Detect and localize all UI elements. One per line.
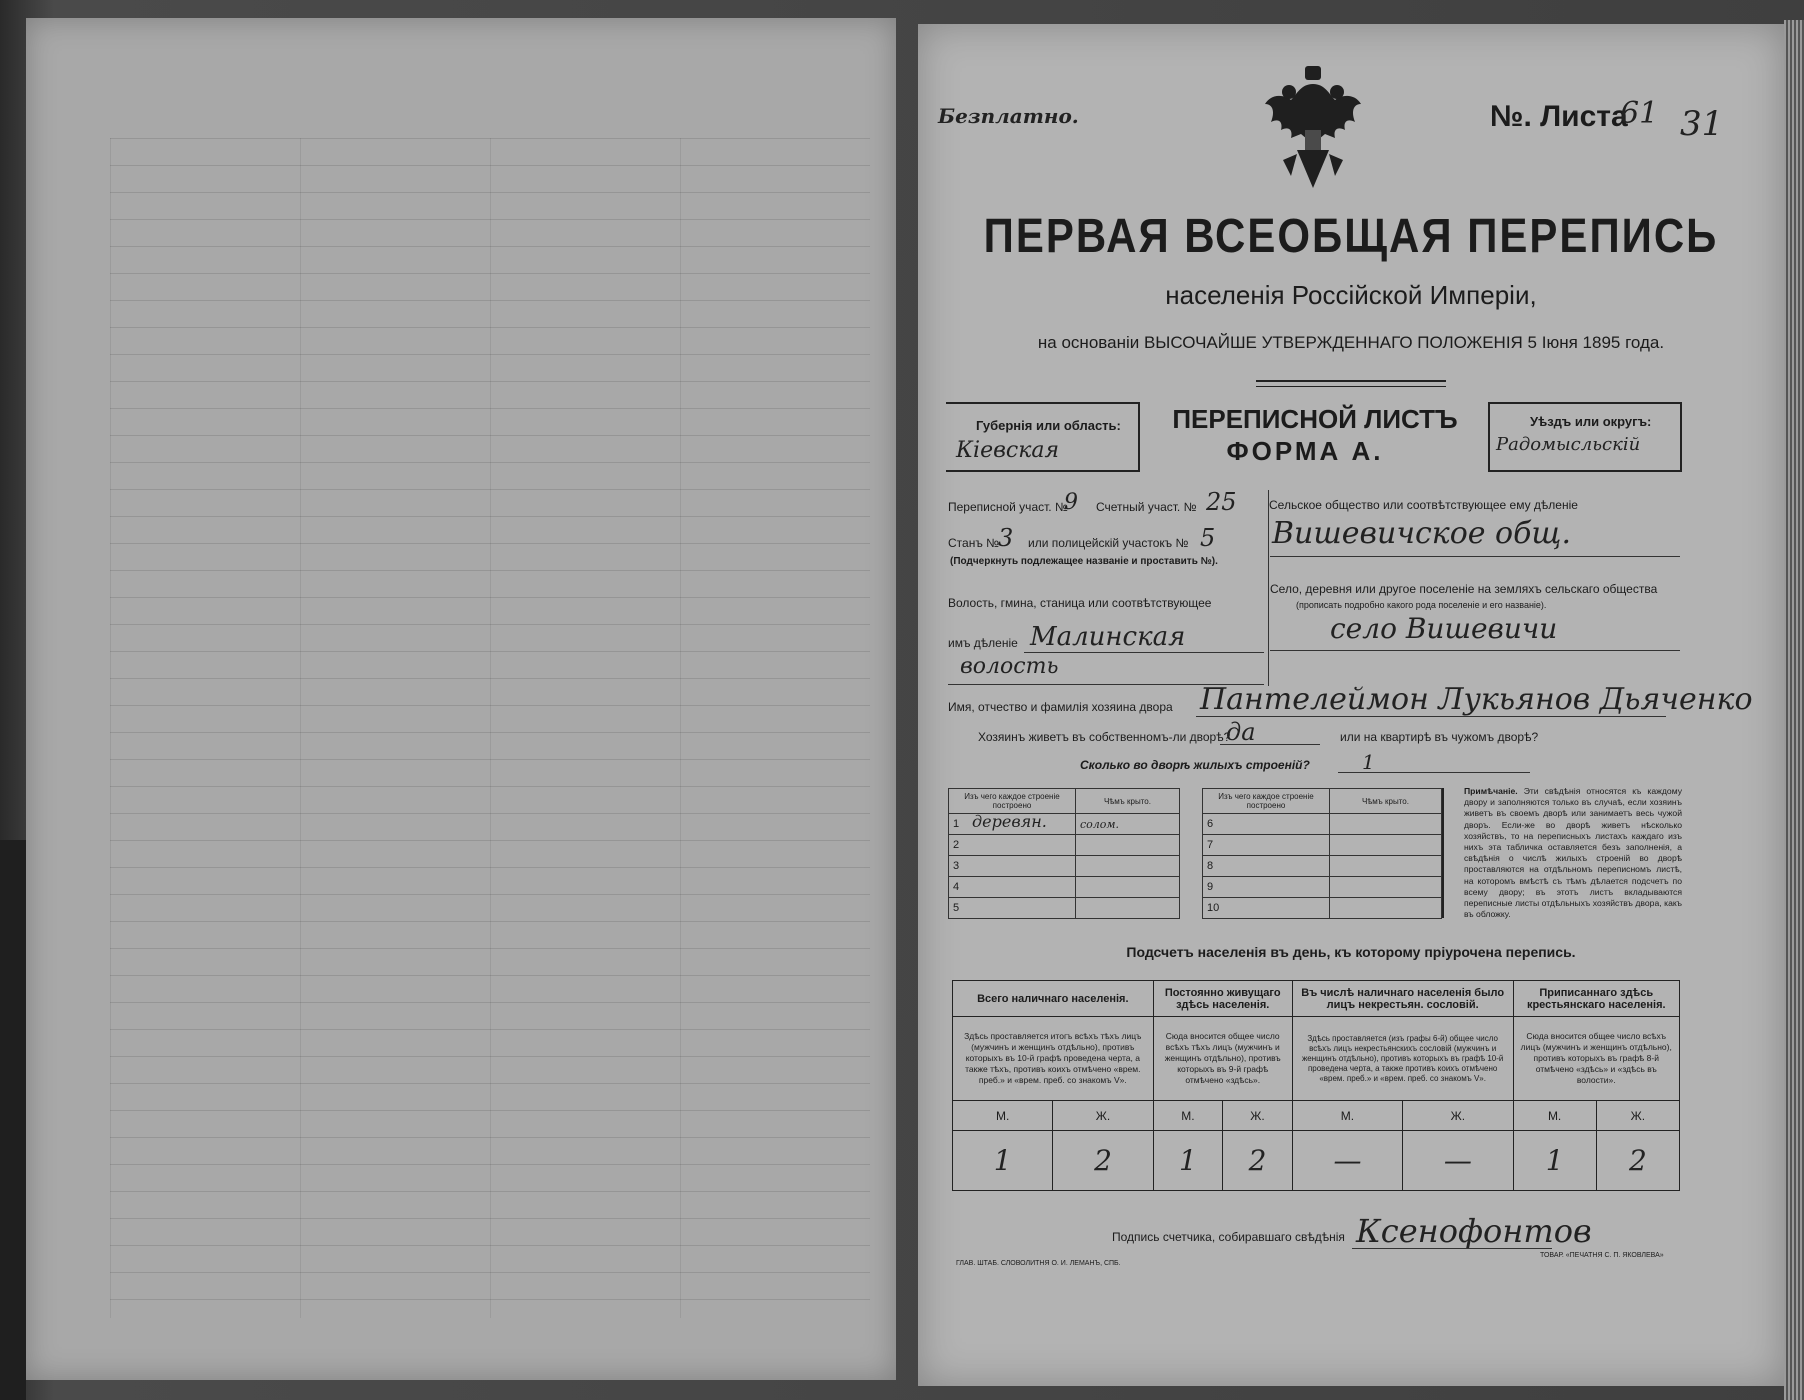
binding-edge bbox=[0, 840, 26, 1400]
society-value: Вишевичское общ. bbox=[1272, 516, 1571, 551]
pop-m-label: М. bbox=[1153, 1101, 1223, 1131]
buildings-line bbox=[1338, 772, 1530, 773]
table-row bbox=[949, 835, 1180, 856]
row-n: 8 bbox=[1203, 856, 1330, 877]
col-material: Изъ чего каждое строеніе построено bbox=[949, 789, 1076, 814]
note-text: Эти свѣдѣнія относятся къ каждому двору и заполняются только въ случаѣ, если хозяинъ живетъ въ своемъ дворѣ или занимаетъ весь чужой дворъ. Если-же во дворѣ живетъ нѣсколько хозяйствъ, то на переписныхъ листахъ каждаго изъ нихъ эта табличка оставляется безъ заполненія, а свѣдѣнія о числѣ жилыхъ строеній во дворѣ проставляются на отдѣльномъ переписномъ листѣ, на которомъ вмѣстѣ съ тѣмъ дѣлается подсчетъ по всему двору; въ этотъ листъ вкладываются переписные листы отдѣльныхъ хозяйствъ двора, какъ въ обложку. bbox=[1464, 786, 1683, 920]
district-label: Уѣздъ или округъ: bbox=[1530, 414, 1652, 429]
row-n: 9 bbox=[1203, 877, 1330, 898]
pop-non-peasant-f: — bbox=[1403, 1131, 1513, 1191]
row-roof bbox=[1330, 898, 1442, 919]
pop-m-label: М. bbox=[1513, 1101, 1596, 1131]
buildings-table bbox=[948, 788, 1444, 918]
row-n: 2 bbox=[949, 835, 1076, 856]
police-label: или полицейскій участокъ № bbox=[1028, 536, 1189, 550]
population-table bbox=[952, 980, 1680, 1191]
own-yard-line bbox=[1220, 744, 1320, 745]
rented-label: или на квартирѣ въ чужомъ дворѣ? bbox=[1340, 730, 1539, 744]
field-divider bbox=[1268, 490, 1269, 686]
buildings-table-right bbox=[1202, 788, 1442, 919]
form-name: ФОРМА А. bbox=[1226, 436, 1384, 466]
row-roof: солом. bbox=[1076, 814, 1180, 835]
buildings-value: 1 bbox=[1362, 750, 1375, 774]
signature-value: Ксенофонтов bbox=[1356, 1212, 1592, 1250]
volost-label: Волость, гмина, станица или соотвѣтствующее bbox=[948, 596, 1212, 610]
village-note: (прописать подробно какого рода поселеніе и его названіе). bbox=[1296, 600, 1547, 610]
row-roof bbox=[1076, 835, 1180, 856]
row-roof bbox=[1330, 814, 1442, 835]
census-area-value: 9 bbox=[1064, 490, 1078, 515]
ornament-divider bbox=[1256, 380, 1446, 387]
population-grid bbox=[952, 980, 1680, 1191]
owner-value: Пантелеймон Лукьянов Дьяченко bbox=[1200, 682, 1753, 717]
pop-total-m: 1 bbox=[953, 1131, 1053, 1191]
district-box bbox=[1488, 402, 1682, 472]
volost-label-2: имъ дѣленіе bbox=[948, 636, 1018, 650]
pop-permanent-m: 1 bbox=[1153, 1131, 1223, 1191]
pop-m-label: М. bbox=[1292, 1101, 1402, 1131]
society-line bbox=[1270, 556, 1680, 557]
count-area-value: 25 bbox=[1206, 488, 1237, 516]
pop-registered-f: 2 bbox=[1596, 1131, 1679, 1191]
row-roof bbox=[1330, 856, 1442, 877]
census-area-label: Переписной участ. № bbox=[948, 500, 1068, 514]
pop-non-peasant-m: — bbox=[1292, 1131, 1402, 1191]
volost-line bbox=[1024, 652, 1264, 653]
col-material: Изъ чего каждое строеніе построено bbox=[1203, 789, 1330, 814]
printer-left: ГЛАВ. ШТАБ. СЛОВОЛИТНЯ О. И. ЛЕМАНЪ, СПБ. bbox=[956, 1260, 1121, 1267]
province-label: Губернія или область: bbox=[976, 418, 1121, 433]
row-n: 1 bbox=[949, 814, 1076, 835]
pop-desc-total: Здѣсь проставляется итогъ всѣхъ тѣхъ лицъ (мужчинъ и женщинъ отдѣльно), противъ которыхъ въ 10-й графѣ проведена черта, а также тѣхъ, противъ коихъ отмѣчено «врем. преб.» и «врем. преб. со знакомъ V». bbox=[953, 1017, 1154, 1101]
owner-line bbox=[1196, 716, 1666, 717]
pop-desc-permanent: Сюда вносится общее число всѣхъ тѣхъ лицъ (мужчинъ и женщинъ отдѣльно), противъ которыхъ въ 9-й графѣ отмѣчено «здѣсь». bbox=[1153, 1017, 1292, 1101]
own-yard-label: Хозяинъ живетъ въ собственномъ-ли дворѣ? bbox=[978, 730, 1231, 744]
double-headed-eagle-icon bbox=[1261, 64, 1365, 190]
left-page bbox=[26, 18, 896, 1380]
volost-value: Малинская bbox=[1030, 622, 1186, 652]
archive-number: 31 bbox=[1680, 104, 1724, 144]
pop-f-label: Ж. bbox=[1403, 1101, 1513, 1131]
pop-f-label: Ж. bbox=[1596, 1101, 1679, 1131]
table-row bbox=[949, 856, 1180, 877]
row-n: 7 bbox=[1203, 835, 1330, 856]
left-page-ruled-grid bbox=[110, 138, 870, 1318]
pop-f-label: Ж. bbox=[1053, 1101, 1153, 1131]
village-value: село Вишевичи bbox=[1330, 612, 1558, 645]
own-yard-value: да bbox=[1226, 718, 1256, 746]
population-title: Подсчетъ населенія въ день, къ которому пріурочена перепись. bbox=[1126, 944, 1576, 960]
row-n: 6 bbox=[1203, 814, 1330, 835]
buildings-label: Сколько во дворѣ жилыхъ строеній? bbox=[1080, 758, 1310, 772]
table-row bbox=[949, 898, 1180, 919]
stan-label: Станъ № bbox=[948, 536, 1000, 550]
table-row bbox=[1203, 898, 1442, 919]
pop-total-f: 2 bbox=[1053, 1131, 1153, 1191]
pop-head-permanent: Постоянно живущаго здѣсь населенія. bbox=[1153, 981, 1292, 1017]
printer-right: ТОВАР. «ПЕЧАТНЯ С. П. ЯКОВЛЕВА» bbox=[1540, 1252, 1664, 1259]
row-1-material: деревян. bbox=[972, 812, 1047, 831]
row-roof bbox=[1076, 898, 1180, 919]
row-n: 4 bbox=[949, 877, 1076, 898]
stan-value: 3 bbox=[998, 524, 1014, 552]
buildings-table-left bbox=[948, 788, 1180, 919]
table-row bbox=[1203, 835, 1442, 856]
row-roof bbox=[1330, 877, 1442, 898]
village-line bbox=[1270, 650, 1680, 651]
row-n: 3 bbox=[949, 856, 1076, 877]
pop-permanent-f: 2 bbox=[1223, 1131, 1293, 1191]
pop-head-non-peasant: Въ числѣ наличнаго населенія было лицъ некрестьян. сословій. bbox=[1292, 981, 1513, 1017]
row-roof bbox=[1076, 856, 1180, 877]
owner-label: Имя, отчество и фамилія хозяина двора bbox=[948, 700, 1173, 714]
police-value: 5 bbox=[1200, 524, 1216, 552]
pop-head-total: Всего наличнаго населенія. bbox=[953, 981, 1154, 1017]
pop-desc-non-peasant: Здѣсь проставляется (изъ графы 6-й) общее число всѣхъ лицъ некрестьянскихъ сословій (мужчинъ и женщинъ отдѣльно), противъ которыхъ въ графѣ 10-й проведена черта, а также противъ коихъ отмѣчено «врем. преб.» и «врем. преб. со знакомъ V». bbox=[1292, 1017, 1513, 1101]
document-basis: на основаніи ВЫСОЧАЙШЕ УТВЕРЖДЕННАГО ПОЛОЖЕНІЯ 5 Іюня 1895 года. bbox=[1037, 333, 1665, 352]
volost-value-2: волость bbox=[960, 654, 1059, 679]
note-label: Примѣчаніе. bbox=[1464, 786, 1518, 796]
pop-head-registered: Приписаннаго здѣсь крестьянскаго населенія. bbox=[1513, 981, 1679, 1017]
district-value: Радомысльскій bbox=[1496, 434, 1641, 455]
sheet-label: №. Листа bbox=[1490, 100, 1628, 133]
free-label: Безплатно. bbox=[938, 104, 1079, 128]
count-area-label: Счетный участ. № bbox=[1096, 500, 1197, 514]
sheet-number: 61 bbox=[1620, 96, 1659, 131]
signature-label: Подпись счетчика, собиравшаго свѣдѣнія bbox=[1112, 1230, 1345, 1244]
province-value: Кіевская bbox=[956, 438, 1060, 463]
village-label: Село, деревня или другое поселеніе на земляхъ сельскаго общества bbox=[1270, 582, 1658, 596]
table-row bbox=[1203, 814, 1442, 835]
pop-registered-m: 1 bbox=[1513, 1131, 1596, 1191]
sheet-title: ПЕРЕПИСНОЙ ЛИСТЪ bbox=[1172, 404, 1458, 434]
page-stack-edge bbox=[1784, 20, 1804, 1400]
document-title: ПЕРВАЯ ВСЕОБЩАЯ ПЕРЕПИСЬ bbox=[983, 208, 1719, 263]
row-roof bbox=[1076, 877, 1180, 898]
province-box bbox=[946, 402, 1140, 472]
table-row bbox=[1203, 856, 1442, 877]
pop-f-label: Ж. bbox=[1223, 1101, 1293, 1131]
row-n: 10 bbox=[1203, 898, 1330, 919]
document-subtitle: населенія Россійской Имперіи, bbox=[1165, 280, 1537, 310]
society-label: Сельское общество или соотвѣтствующее ему дѣленіе bbox=[1269, 498, 1578, 512]
pop-m-label: М. bbox=[953, 1101, 1053, 1131]
pop-desc-registered: Сюда вносится общее число всѣхъ лицъ (мужчинъ и женщинъ отдѣльно), противъ которыхъ въ графѣ 8-й отмѣчено «здѣсь» и «здѣсь въ волости». bbox=[1513, 1017, 1679, 1101]
row-roof bbox=[1330, 835, 1442, 856]
table-row bbox=[1203, 877, 1442, 898]
col-roof: Чѣмъ крыто. bbox=[1330, 789, 1442, 814]
col-roof: Чѣмъ крыто. bbox=[1076, 789, 1180, 814]
row-n: 5 bbox=[949, 898, 1076, 919]
underline-note: (Подчеркнуть подлежащее названіе и проставить №). bbox=[950, 556, 1218, 567]
signature-line bbox=[1352, 1248, 1552, 1249]
table-row bbox=[949, 877, 1180, 898]
note-block bbox=[1464, 786, 1682, 920]
